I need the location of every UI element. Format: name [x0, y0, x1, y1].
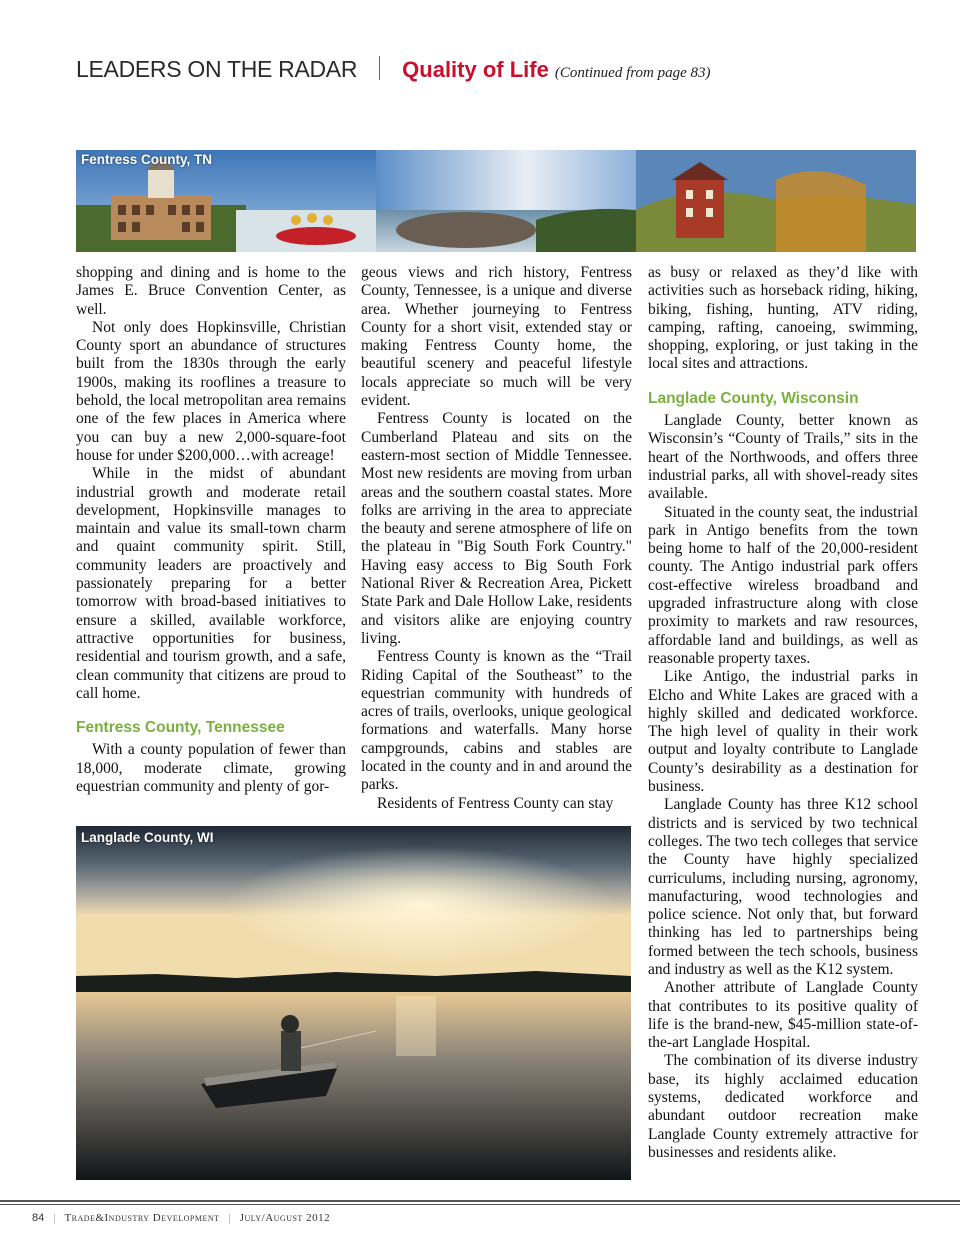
page-number: 84: [32, 1212, 45, 1224]
text-column-3: [648, 264, 918, 1162]
header-divider: [379, 56, 380, 80]
issue-date: July/August 2012: [239, 1212, 331, 1224]
col2-paragraph-3: Fentress County is known as the “Trail Riding Capital of the Southeast” to the equestrian community with hundreds of acres of trails, overlooks, unique geological formations and waterfalls. Many horse campgrounds, cabins and stables are located in the county and in and around the parks.: [361, 648, 632, 794]
col3-paragraph-1: as busy or relaxed as they’d like with activities such as horseback riding, hiking, biking, fishing, hunting, ATV riding, camping, rafting, canoeing, swimming, shopping, exploring, or just taking in the local sites and attractions.: [648, 264, 918, 373]
footer-rule-thin: [0, 1204, 960, 1205]
page-footer: [32, 1212, 330, 1224]
col2-paragraph-2: Fentress County is located on the Cumberland Plateau and sits on the eastern-most section of Middle Tennessee. Most new residents are moving from urban areas and the southern coastal states. More folks are arriving in the area to appreciate the beauty and serene atmosphere of life on the plateau in "Big South Fork Country." Having easy access to Big South Fork National River & Recreation Area, Pickett State Park and Dale Hollow Lake, residents and visitors alike are enjoying country living.: [361, 410, 632, 647]
banner-photo-caption: Fentress County, TN: [81, 152, 213, 167]
text-column-2: [361, 264, 632, 813]
publication-name: Trade&Industry Development: [64, 1212, 220, 1224]
footer-separator: |: [228, 1212, 231, 1224]
col3-paragraph-5: Langlade County has three K12 school districts and is serviced by two technical colleges. The two tech colleges that service the County have highly specialized curriculums, including nursing, agronomy, manufacturing, wood technologies and police science. Not only that, but forward thinking has led to partnerships being formed between the tech schools, business and industry as well as the K12 system.: [648, 796, 918, 978]
page-header: [76, 56, 936, 88]
fentress-heading: Fentress County, Tennessee: [76, 719, 285, 737]
col2-paragraph-4: Residents of Fentress County can stay: [377, 794, 614, 812]
section-name: LEADERS ON THE RADAR: [76, 56, 358, 82]
continued-note: (Continued from page 83): [554, 65, 711, 81]
text-column-1: [76, 264, 346, 796]
col3-paragraph-2: Langlade County, better known as Wisconsin’s “County of Trails,” sits in the heart of the Northwoods, and offers three industrial parks, all with shovel-ready sites available.: [648, 412, 918, 503]
langlade-heading: Langlade County, Wisconsin: [648, 389, 859, 407]
col3-paragraph-7: The combination of its diverse industry base, its highly acclaimed education systems, dedicated workforce and abundant outdoor recreation make Langlade County extremely attractive for businesses and residents alike.: [648, 1052, 918, 1161]
col3-paragraph-3: Situated in the county seat, the industrial park in Antigo benefits from the town being home to half of the 20,000-resident county. The Antigo industrial park offers cost-effective wireless broadband and upgraded infrastructure along with close proximity to markets and raw resources, affordable land and buildings, as well as reasonable property taxes.: [648, 503, 918, 667]
footer-rule-thick: [0, 1200, 960, 1202]
lake-sunset-image: [76, 826, 631, 1180]
col2-paragraph-1: geous views and rich history, Fentress County, Tennessee, is a unique and diverse area. Whether journeying to Fentress County for a short visit, extended stay or making Fentress County home, the beautiful scenery and peaceful lifestyle locals appreciate so much will be very evident.: [361, 264, 632, 410]
fentress-banner-photo: [76, 150, 916, 252]
col1-paragraph-2: Not only does Hopkinsville, Christian County sport an abundance of structures built from the 1830s through the early 1900s, making its rooflines a treasure to behold, the local metropolitan area remains one of the few places in America where you can buy a new 2,000-square-foot house for under $200,000…with acreage!: [76, 318, 346, 464]
col3-paragraph-6: Another attribute of Langlade County that contributes to its positive quality of life is the brand-new, $45-million state-of-the-art Langlade Hospital.: [648, 979, 918, 1052]
langlade-lake-photo: [76, 826, 631, 1180]
lake-photo-caption: Langlade County, WI: [81, 830, 214, 845]
topic-title: Quality of Life: [402, 57, 549, 82]
footer-separator: |: [53, 1212, 56, 1224]
col1-paragraph-4: With a county population of fewer than 18,000, moderate climate, growing equestrian community and plenty of gor-: [76, 741, 346, 796]
col1-paragraph-1: shopping and dining and is home to the James E. Bruce Convention Center, as well.: [76, 264, 346, 318]
col1-paragraph-3: While in the midst of abundant industrial growth and moderate retail development, Hopkinsville manages to maintain and value its small-town charm and quaint community spirit. Still, community leaders are proactively and passionately preparing for a better tomorrow with broad-based initiatives to ensure a skilled, available workforce, attractive opportunities for business, residential and tourism growth, and a safe, clean community that citizens are proud to call home.: [76, 465, 346, 702]
col3-paragraph-4: Like Antigo, the industrial parks in Elcho and White Lakes are graced with a highly skilled and dedicated workforce. The high level of quality in their work output and loyalty contribute to Langlade County’s desirability as a destination for business.: [648, 668, 918, 796]
